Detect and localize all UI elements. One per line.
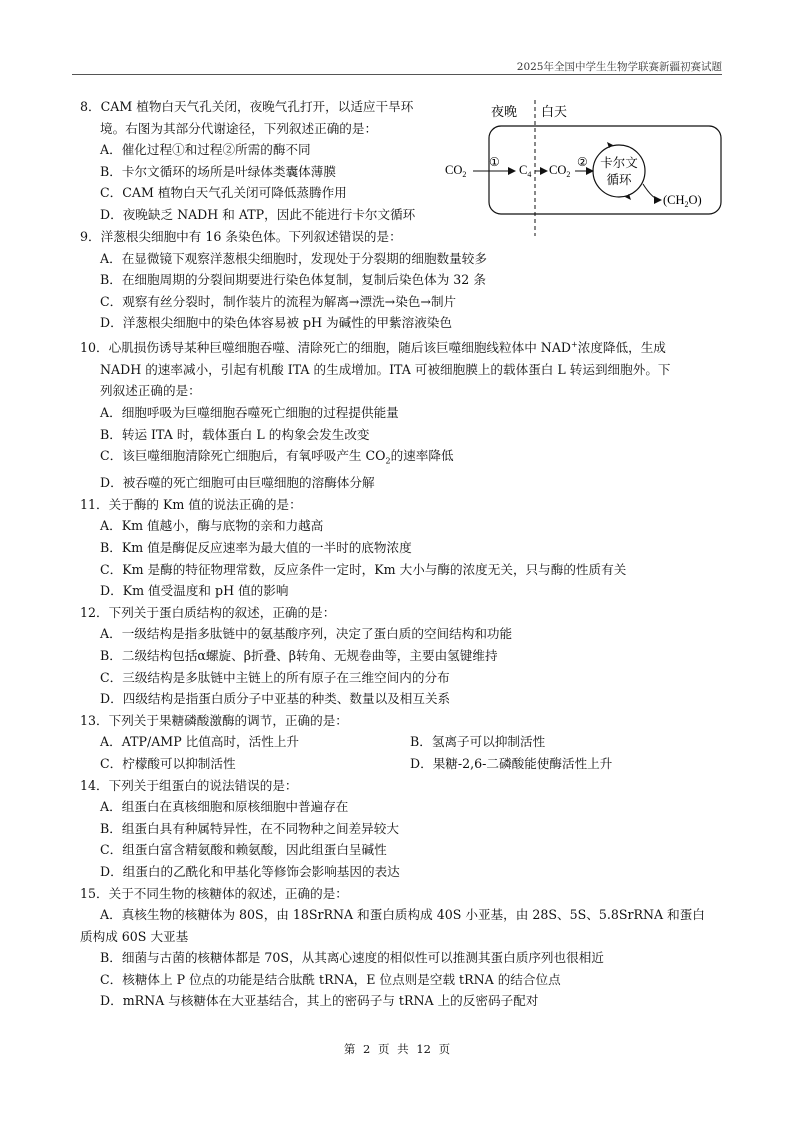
total-pages: 12 (416, 1042, 431, 1056)
q15-stem: 15．关于不同生物的核糖体的叙述，正确的是： (80, 885, 348, 901)
question-13 (80, 710, 720, 775)
day-label: 白天 (541, 104, 568, 119)
q11-option-d: D．Km 值受温度和 pH 值的影响 (100, 583, 289, 599)
q13-stem: 13．下列关于果糖磷酸激酶的调节，正确的是： (80, 712, 348, 728)
question-12 (80, 602, 720, 710)
q12-option-a: A．一级结构是指多肽链中的氨基酸序列，决定了蛋白质的空间结构和功能 (100, 626, 513, 642)
q13-option-a: A．ATP/AMP 比值高时，活性上升 (100, 734, 300, 750)
c4-label: $C_4$ (519, 163, 532, 179)
q14-option-b: B．组蛋白具有种属特异性，在不同物种之间差异较大 (100, 820, 399, 836)
q11-stem: 11．关于酶的 Km 值的说法正确的是： (80, 496, 302, 512)
q8-option-a: A．催化过程①和过程②所需的酶不同 (100, 142, 311, 158)
q8-stem-line2: 境。右图为其部分代谢途径，下列叙述正确的是： (100, 120, 378, 136)
question-content (80, 96, 720, 1012)
question-11 (80, 494, 720, 602)
q14-option-d: D．组蛋白的乙酰化和甲基化等修饰会影响基因的表达 (100, 863, 400, 879)
q9-option-d: D．洋葱根尖细胞中的染色体容易被 pH 为碱性的甲紫溶液染色 (100, 315, 452, 331)
q12-stem: 12．下列关于蛋白质结构的叙述，正确的是： (80, 604, 336, 620)
q11-option-b: B．Km 值是酶促反应速率为最大值的一半时的底物浓度 (100, 540, 412, 556)
question-14 (80, 775, 720, 883)
q14-option-c: C．组蛋白富含精氨酸和赖氨酸，因此组蛋白呈碱性 (100, 842, 387, 858)
page-number: 2 (363, 1042, 371, 1056)
q10-option-a: A．细胞呼吸为巨噬细胞吞噬死亡细胞的过程提供能量 (100, 404, 399, 420)
step1-label: ① (489, 155, 500, 169)
q13-option-c: C．柠檬酸可以抑制活性 (100, 755, 236, 771)
q14-option-a: A．组蛋白在真核细胞和原核细胞中普遍存在 (100, 799, 349, 815)
header-rule (72, 74, 722, 75)
q8-option-d: D．夜晚缺乏 NADH 和 ATP，因此不能进行卡尔文循环 (100, 206, 416, 222)
q9-option-c: C．观察有丝分裂时，制作装片的流程为解离→漂洗→染色→制片 (100, 293, 457, 309)
q8-option-c: C．CAM 植物白天气孔关闭可降低蒸腾作用 (100, 185, 347, 201)
q10-option-b: B．转运 ITA 时，载体蛋白 L 的构象会发生改变 (100, 426, 370, 442)
calvin-cycle-label-line2: 循环 (606, 173, 632, 187)
q8-stem-line1: 8．CAM 植物白天气孔关闭，夜晚气孔打开，以适应干旱环 (80, 99, 414, 114)
q12-option-c: C．三级结构是多肽链中主链上的所有原子在三维空间内的分布 (100, 669, 450, 685)
question-9 (80, 226, 720, 334)
q8-option-b: B．卡尔文循环的场所是叶绿体类囊体薄膜 (100, 163, 336, 179)
q12-option-d: D．四级结构是指蛋白质分子中亚基的种类、数量以及相互关系 (100, 691, 451, 707)
q15-option-d: D．mRNA 与核糖体在大亚基结合，其上的密码子与 tRNA 上的反密码子配对 (100, 993, 539, 1009)
calvin-cycle-circle (593, 145, 645, 197)
question-8 (80, 96, 720, 226)
q15-option-a-line2: 质构成 60S 大亚基 (80, 928, 189, 944)
q10-stem-line3: 列叙述正确的是： (100, 383, 201, 399)
co2-left-label: $CO_2$ (445, 163, 467, 179)
q9-option-b: B．在细胞周期的分裂间期要进行染色体复制，复制后染色体为 32 条 (100, 272, 486, 288)
arrow-to-product (643, 184, 661, 200)
q11-option-c: C．Km 是酶的特征物理常数，反应条件一定时，Km 大小与酶的浓度无关，只与酶的性质有关 (100, 561, 627, 577)
page-footer: 第 2 页 共 12 页 (343, 1042, 451, 1056)
question-10 (80, 334, 720, 494)
page-header: 2025年全国中学生生物学联赛新疆初赛试题 (516, 61, 722, 73)
q9-stem: 9．洋葱根尖细胞中有 16 条染色体。下列叙述错误的是： (80, 229, 402, 244)
ch2o-label: $(CH_2O)$ (663, 193, 702, 209)
q10-stem-line1: 10．心肌损伤诱导某种巨噬细胞吞噬、清除死亡的细胞，随后该巨噬细胞线粒体中 NAD+浓度降低，生成 (80, 339, 666, 356)
q15-option-b: B．细菌与古菌的核糖体都是 70S，从其离心速度的相似性可以推测其蛋白质序列也很相近 (100, 950, 604, 966)
q10-stem-line2: NADH 的速率减小，引起有机酸 ITA 的生成增加。ITA 可被细胞膜上的载体蛋白 L 转运到细胞外。下 (100, 361, 671, 377)
calvin-cycle-label-line1: 卡尔文 (600, 156, 638, 170)
q15-option-c: C．核糖体上 P 位点的功能是结合肽酰 tRNA，E 位点则是空载 tRNA 的结合位点 (100, 971, 561, 987)
co2-mid-label: $CO_2$ (549, 163, 571, 179)
q15-option-a-line1: A．真核生物的核糖体为 80S，由 18SrRNA 和蛋白质构成 40S 小亚基，由 28S、5S、5.8SrRNA 和蛋白 (100, 907, 705, 923)
question-15 (80, 883, 720, 1013)
q14-stem: 14．下列关于组蛋白的说法错误的是： (80, 777, 298, 793)
night-label: 夜晚 (491, 104, 518, 119)
q9-option-a: A．在显微镜下观察洋葱根尖细胞时，发现处于分裂期的细胞数量较多 (100, 250, 487, 266)
q11-option-a: A．Km 值越小，酶与底物的亲和力越高 (100, 518, 324, 534)
q10-option-c: C．该巨噬细胞清除死亡细胞后，有氧呼吸产生 $CO_2$的速率降低 (100, 448, 454, 466)
cam-pathway-diagram (445, 96, 725, 232)
q10-option-d: D．被吞噬的死亡细胞可由巨噬细胞的溶酶体分解 (100, 475, 375, 491)
q13-option-b: B．氢离子可以抑制活性 (410, 734, 546, 750)
q12-option-b: B．二级结构包括α螺旋、β折叠、β转角、无规卷曲等，主要由氢键维持 (100, 647, 498, 663)
step2-label: ② (577, 155, 588, 169)
q13-option-d: D．果糖-2,6-二磷酸能使酶活性上升 (410, 755, 613, 771)
